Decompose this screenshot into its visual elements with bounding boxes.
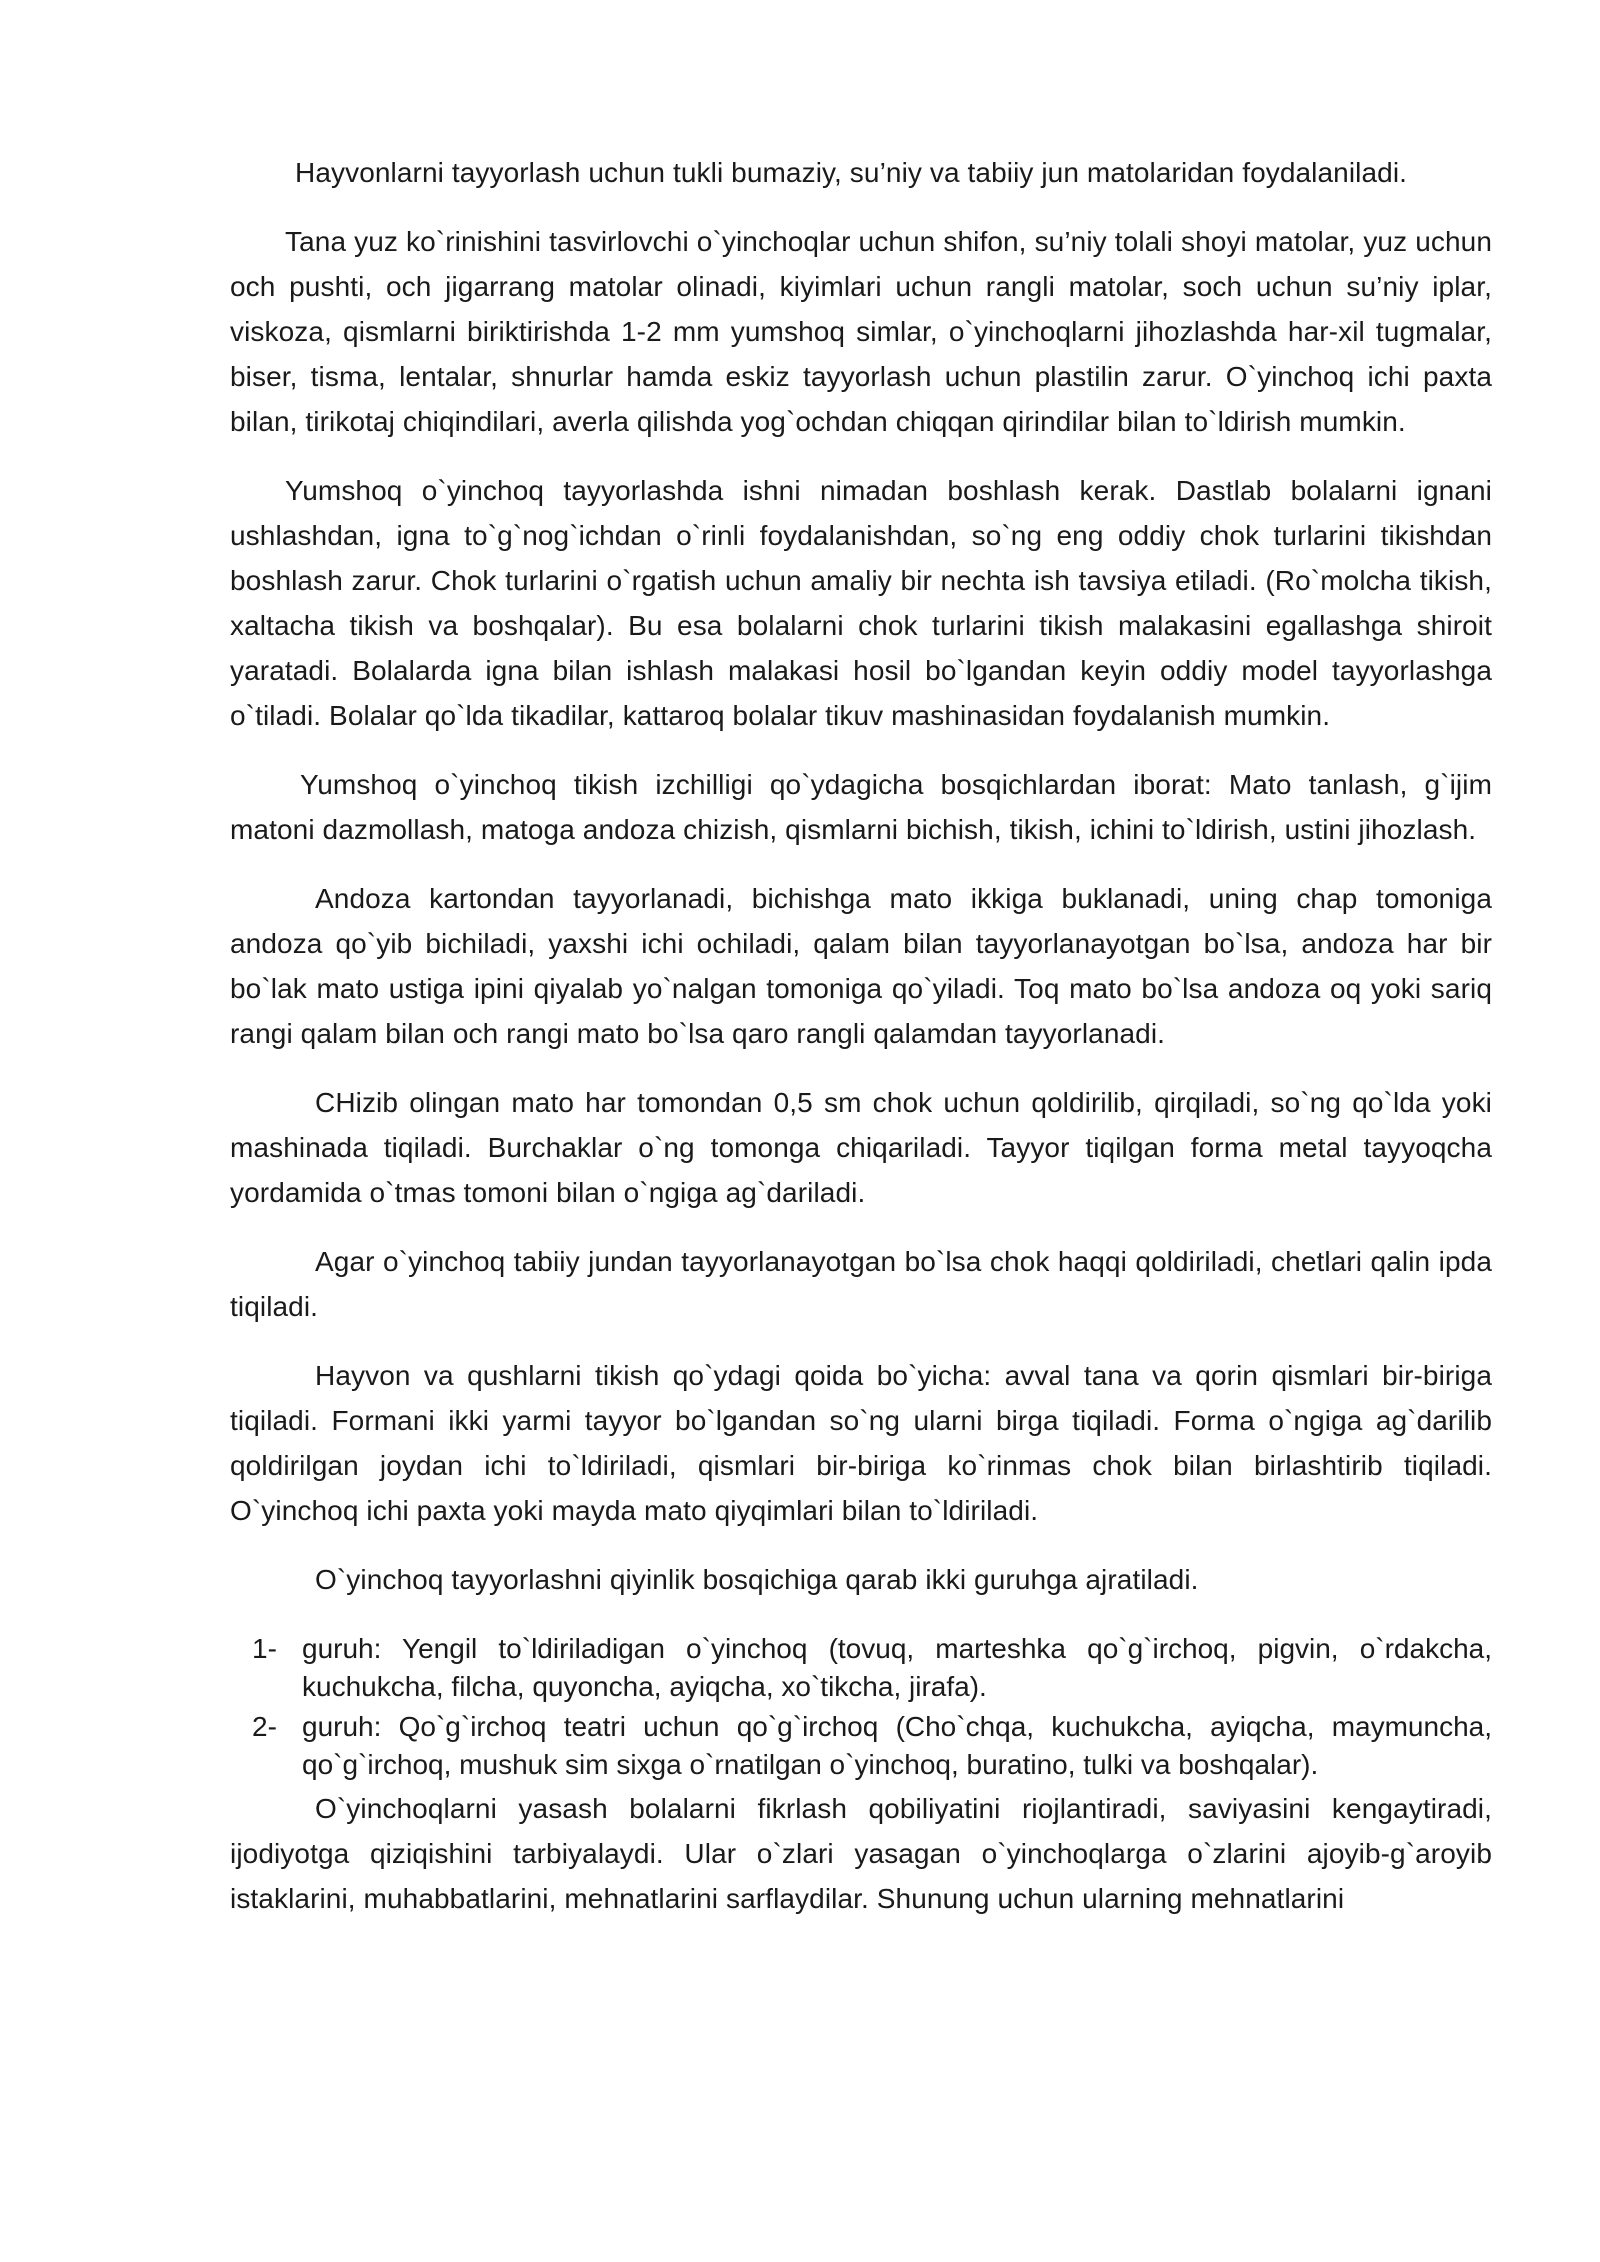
list-marker: 2- (252, 1711, 277, 1742)
paragraph-closing: O`yinchoqlarni yasash bolalarni fikrlash qobiliyatini riojlantiradi, saviyasini kengaytiradi, ijodiyotga qiziqishini tarbiyalaydi. Ular o`zlari yasagan o`yinchoqlarga o`zlarini ajoyib-g`aroyib istaklarini, muhabbatlarini, mehnatlarini sarflaydilar. Shunung uchun ularning mehnatlarini (230, 1793, 1492, 1914)
paragraph-groups-intro: O`yinchoq tayyorlashni qiyinlik bosqichiga qarab ikki guruhga ajratiladi. (315, 1564, 1199, 1595)
document-page (230, 150, 1492, 1945)
paragraph-animals-birds: Hayvon va qushlarni tikish qo`ydagi qoida bo`yicha: avval tana va qorin qismlari bir-biriga tiqiladi. Formani ikki yarmi tayyor bo`lgandan so`ng ularni birga tiqiladi. Forma o`ngiga ag`darilib qoldirilgan joydan ichi to`ldiriladi, qismlari bir-biriga ko`rinmas chok bilan birlashtirib tiqiladi. O`yinchoq ichi paxta yoki mayda mato qiyqimlari bilan to`ldiriladi. (230, 1360, 1492, 1526)
paragraph-cutting: CHizib olingan mato har tomondan 0,5 sm chok uchun qoldirilib, qirqiladi, so`ng qo`lda yoki mashinada tiqiladi. Burchaklar o`ng tomonga chiqariladi. Tayyor tiqilgan forma metal tayyoqcha yordamida o`tmas tomoni bilan o`ngiga ag`dariladi. (230, 1087, 1492, 1208)
paragraph-getting-started: Yumshoq o`yinchoq tayyorlashda ishni nimadan boshlash kerak. Dastlab bolalarni ignani ushlashdan, igna to`g`nog`ichdan o`rinli foydalanishdan, so`ng eng oddiy chok turlarini tikishdan boshlash zarur. Chok turlarini o`rgatish uchun amaliy bir nechta ish tavsiya etiladi. (Ro`molcha tikish, xaltacha tikish va boshqalar). Bu esa bolalarni chok turlarini tikish malakasini egallashga shiroit yaratadi. Bolalarda igna bilan ishlash malakasi hosil bo`lgandan keyin oddiy model tayyorlashga o`tiladi. Bolalar qo`lda tikadilar, kattaroq bolalar tikuv mashinasidan foydalanish mumkin. (230, 475, 1492, 731)
paragraph-pattern: Andoza kartondan tayyorlanadi, bichishga mato ikkiga buklanadi, uning chap tomoniga andoza qo`yib bichiladi, yaxshi ichi ochiladi, qalam bilan tayyorlanayotgan bo`lsa, andoza har bir bo`lak mato ustiga ipini qiyalab yo`nalgan tomoniga qo`yiladi. Toq mato bo`lsa andoza oq yoki sariq rangi qalam bilan och rangi mato bo`lsa qaro rangli qalamdan tayyorlanadi. (230, 883, 1492, 1049)
paragraph-materials-intro: Hayvonlarni tayyorlash uchun tukli bumaziy, su’niy va tabiiy jun matolaridan foydalaniladi. (295, 157, 1408, 188)
groups-list (230, 1630, 1492, 1784)
paragraph-natural-wool: Agar o`yinchoq tabiiy jundan tayyorlanayotgan bo`lsa chok haqqi qoldiriladi, chetlari qalin ipda tiqiladi. (230, 1246, 1492, 1322)
paragraph-materials-list: Tana yuz ko`rinishini tasvirlovchi o`yinchoqlar uchun shifon, su’niy tolali shoyi matolar, yuz uchun och pushti, och jigarrang matolar olinadi, kiyimlari uchun rangli matolar, soch uchun su’niy iplar, viskoza, qismlarni biriktirishda 1-2 mm yumshoq simlar, o`yinchoqlarni jihozlashda har-xil tugmalar, biser, tisma, lentalar, shnurlar hamda eskiz tayyorlash uchun plastilin zarur. O`yinchoq ichi paxta bilan, tirikotaj chiqindilari, averla qilishda yog`ochdan chiqqan qirindilar bilan to`ldirish mumkin. (230, 226, 1492, 437)
list-marker: 1- (252, 1633, 277, 1664)
list-item-text: guruh: Qo`g`irchoq teatri uchun qo`g`irchoq (Cho`chqa, kuchukcha, ayiqcha, maymuncha, qo`g`irchoq, mushuk sim sixga o`rnatilgan o`yinchoq, buratino, tulki va boshqalar). (302, 1711, 1492, 1780)
paragraph-sewing-stages: Yumshoq o`yinchoq tikish izchilligi qo`ydagicha bosqichlardan iborat: Mato tanlash, g`ijim matoni dazmollash, matoga andoza chizish, qismlarni bichish, tikish, ichini to`ldirish, ustini jihozlash. (230, 769, 1492, 845)
list-item-text: guruh: Yengil to`ldiriladigan o`yinchoq (tovuq, marteshka qo`g`irchoq, pigvin, o`rdakcha, kuchukcha, filcha, quyoncha, ayiqcha, xo`tikcha, jirafa). (302, 1633, 1492, 1702)
list-item (230, 1630, 1492, 1706)
list-item (230, 1708, 1492, 1784)
